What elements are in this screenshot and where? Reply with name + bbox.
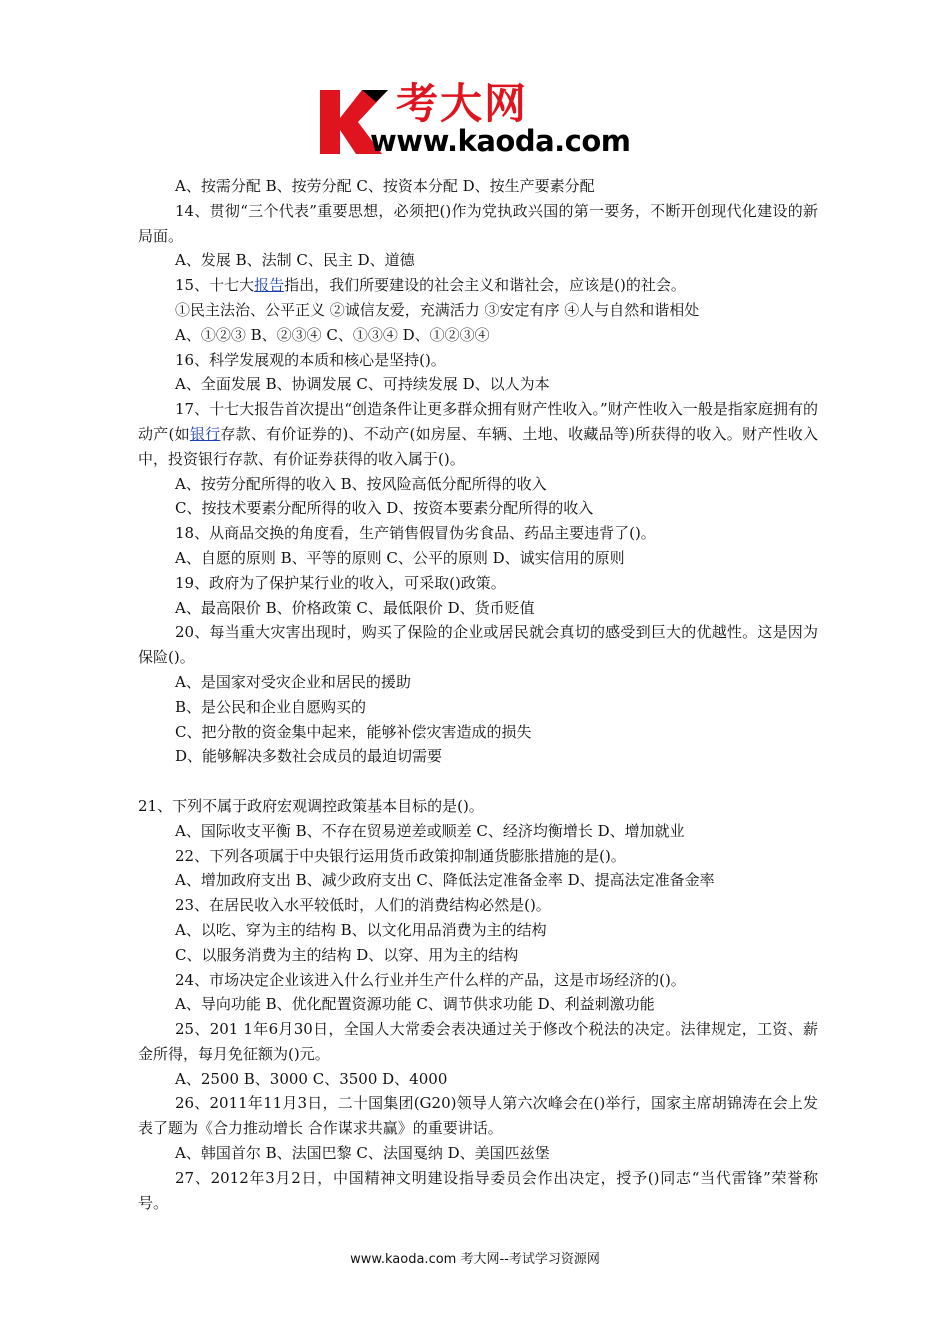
q20-option-a: A、是国家对受灾企业和居民的援助 xyxy=(175,672,411,691)
kaoda-logo xyxy=(316,79,646,160)
q25-options: A、2500 B、3000 C、3500 D、4000 xyxy=(175,1069,448,1088)
q17-options-cd: C、按技术要素分配所得的收入 D、按资本要素分配所得的收入 xyxy=(175,499,594,518)
logo-url-text: www.kaoda.com xyxy=(370,124,631,158)
q16-options: A、全面发展 B、协调发展 C、可持续发展 D、以人为本 xyxy=(175,375,550,394)
q15-text-pre: 15、十七大 xyxy=(175,276,255,295)
q27-text: 27、2012年3月2日，中国精神文明建设指导委员会作出决定，授予()同志“当代雷锋”荣誉称号。 xyxy=(138,1168,818,1212)
section-gap xyxy=(138,769,818,794)
q19-text: 19、政府为了保护某行业的收入，可采取()政策。 xyxy=(175,573,506,592)
q16-text: 16、科学发展观的本质和核心是坚持()。 xyxy=(175,350,446,369)
q17-text-post: 存款、有价证券的)、不动产(如房屋、车辆、土地、收藏品等)所获得的收入。财产性收入中，投资银行存款、有价证券获得的收入属于()。 xyxy=(138,424,818,468)
q17-text-pre: 17、十七大报告首次提出“创造条件让更多群众拥有财产性收入。”财产性收入一般是指家庭拥有的动产(如 xyxy=(138,400,818,443)
q17-options-ab: A、按劳分配所得的收入 B、按风险高低分配所得的收入 xyxy=(175,474,547,493)
q20-text: 20、每当重大灾害出现时，购买了保险的企业或居民就会真切的感受到巨大的优越性。这是因为保险()。 xyxy=(138,623,818,667)
q26-text: 26、2011年11月3日，二十国集团(G20)领导人第六次峰会在()举行，国家主席胡锦涛在会上发表了题为《合力推动增长 合作谋求共赢》的重要讲话。 xyxy=(138,1094,818,1138)
q13-options: A、按需分配 B、按劳分配 C、按资本分配 D、按生产要素分配 xyxy=(175,177,595,195)
question-list xyxy=(138,174,818,1215)
q15-text-post: 指出，我们所要建设的社会主义和谐社会，应该是()的社会。 xyxy=(284,276,686,295)
q24-text: 24、市场决定企业该进入什么行业并生产什么样的产品，这是市场经济的()。 xyxy=(175,970,686,989)
q25-text: 25、201 1年6月30日，全国人大常委会表决通过关于修改个税法的决定。法律规定，工资、薪金所得，每月免征额为()元。 xyxy=(138,1020,818,1063)
q15-choices: ①民主法治、公平正义 ②诚信友爱，充满活力 ③安定有序 ④人与自然和谐相处 xyxy=(175,300,700,319)
q24-options: A、导向功能 B、优化配置资源功能 C、调节供求功能 D、利益刺激功能 xyxy=(175,995,655,1014)
q23-options-cd: C、以服务消费为主的结构 D、以穿、用为主的结构 xyxy=(175,945,519,964)
q18-text: 18、从商品交换的角度看，生产销售假冒伪劣食品、药品主要违背了()。 xyxy=(175,524,656,543)
q23-options-ab: A、以吃、穿为主的结构 B、以文化用品消费为主的结构 xyxy=(175,920,547,939)
q14-text: 14、贯彻“三个代表”重要思想，必须把()作为党执政兴国的第一要务，不断开创现代化建设的新局面。 xyxy=(138,201,818,245)
page-footer: www.kaoda.com 考大网--考试学习资源网 xyxy=(350,1252,600,1267)
q20-option-b: B、是公民和企业自愿购买的 xyxy=(175,697,367,716)
q23-text: 23、在居民收入水平较低时，人们的消费结构必然是()。 xyxy=(175,896,551,915)
bank-link[interactable]: 银行 xyxy=(189,424,221,443)
q15-options: A、①②③ B、②③④ C、①③④ D、①②③④ xyxy=(175,325,490,344)
q17-text xyxy=(138,397,818,471)
report-link[interactable]: 报告 xyxy=(254,276,285,295)
q26-options: A、韩国首尔 B、法国巴黎 C、法国戛纳 D、美国匹兹堡 xyxy=(175,1144,550,1163)
q21-options: A、国际收支平衡 B、不存在贸易逆差或顺差 C、经济均衡增长 D、增加就业 xyxy=(175,821,685,840)
q22-text: 22、下列各项属于中央银行运用货币政策抑制通货膨胀措施的是()。 xyxy=(175,846,626,865)
q18-options: A、自愿的原则 B、平等的原则 C、公平的原则 D、诚实信用的原则 xyxy=(175,548,625,567)
q22-options: A、增加政府支出 B、减少政府支出 C、降低法定准备金率 D、提高法定准备金率 xyxy=(175,871,715,890)
q19-options: A、最高限价 B、价格政策 C、最低限价 D、货币贬值 xyxy=(175,598,535,617)
logo-brand-text: 考大网 xyxy=(396,79,529,128)
q21-text: 21、下列不属于政府宏观调控政策基本目标的是()。 xyxy=(138,796,484,815)
q20-option-d: D、能够解决多数社会成员的最迫切需要 xyxy=(175,747,443,766)
q20-option-c: C、把分散的资金集中起来，能够补偿灾害造成的损失 xyxy=(175,722,532,741)
q14-options: A、发展 B、法制 C、民主 D、道德 xyxy=(175,251,415,270)
q15-text xyxy=(138,273,818,298)
